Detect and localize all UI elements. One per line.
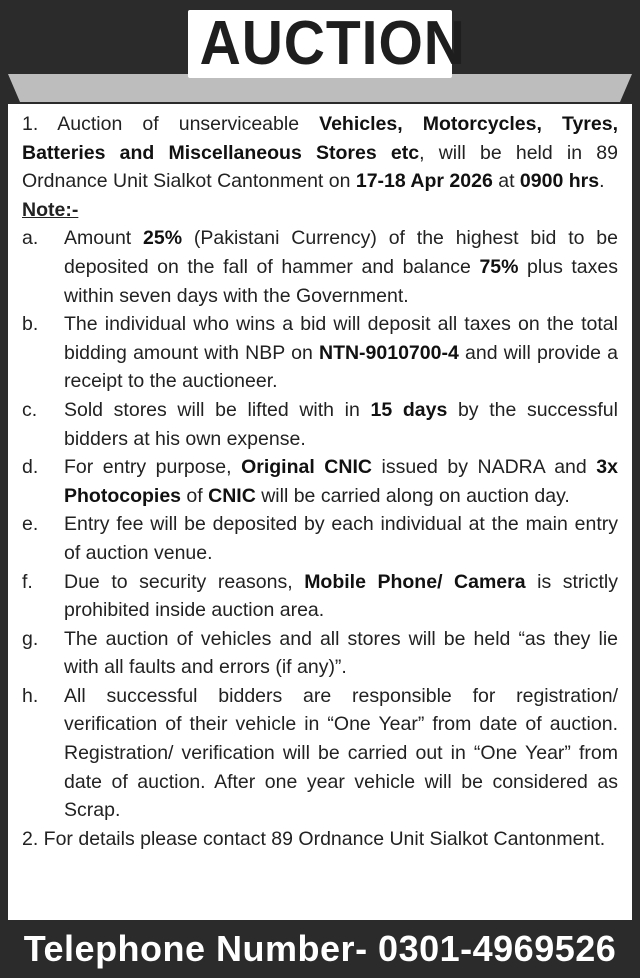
title-box: [188, 9, 466, 78]
closing-paragraph: 2. For details please contact 89 Ordnance Unit Sialkot Cantonment.: [22, 827, 606, 850]
page-title: AUCTION: [199, 9, 466, 78]
intro-paragraph: [22, 110, 618, 196]
note-text: is strictly prohibited inside auction area.: [64, 570, 618, 622]
note-letter: g.: [22, 627, 39, 650]
note-item-a: [22, 224, 618, 310]
note-bold: NTN-9010700-4: [318, 341, 459, 364]
note-item-g: [22, 625, 618, 682]
note-letter: b.: [22, 313, 39, 336]
notice-content: [22, 110, 618, 853]
intro-text-4: .: [599, 170, 605, 193]
note-text: Sold stores will be lifted with in: [64, 398, 371, 421]
note-item-c: [22, 396, 618, 453]
note-text: The individual who wins a bid will deposit all taxes on the total bidding amount with NBP on: [64, 313, 618, 364]
footer: [0, 920, 640, 978]
notes-list: [22, 224, 618, 824]
note-bold: Mobile Phone/ Camera: [304, 570, 526, 593]
note-text: issued by NADRA and: [371, 456, 597, 479]
note-letter: f.: [22, 570, 33, 593]
note-text: Amount: [64, 227, 144, 250]
note-text: For entry purpose,: [64, 456, 242, 479]
note-bold: 15 days: [370, 398, 448, 421]
note-item-d: [22, 453, 618, 510]
header: [0, 0, 640, 104]
note-item-f: [22, 568, 618, 625]
note-letter: c.: [22, 398, 38, 421]
note-text: Entry fee will be deposited by each individual at the main entry of auction venue.: [64, 513, 618, 564]
note-heading: Note:-: [22, 198, 79, 221]
note-text: The auction of vehicles and all stores will be held “as they lie with all faults and errors (if any)”.: [64, 627, 618, 679]
note-text: All successful bidders are responsible for registration/ verification of their vehicle in “One Year” from date of auction. Registration/ verification will be carried out in “One Year” from date of auction. After one year vehicle will be considered as Scrap.: [64, 684, 618, 822]
note-letter: e.: [22, 513, 39, 536]
intro-time: 0900 hrs: [519, 170, 600, 193]
intro-date: 17-18 Apr 2026: [355, 170, 493, 193]
note-text: (Pakistani Currency) of the highest bid to be deposited on the fall of hammer and balance: [64, 227, 618, 278]
intro-text-2: , will be held in 89 Ordnance Unit Sialkot Cantonment on: [22, 141, 619, 193]
note-text: plus taxes within seven days with the Government.: [64, 255, 618, 307]
note-text: of: [181, 484, 209, 507]
note-text: by the successful bidders at his own expense.: [64, 398, 618, 450]
note-item-h: [22, 682, 618, 825]
note-bold: 3x Photocopies: [64, 456, 618, 507]
note-letter: d.: [22, 456, 39, 479]
note-bold: 25%: [143, 227, 183, 250]
telephone-number: Telephone Number- 0301-4969526: [23, 928, 617, 969]
intro-text-1: 1. Auction of unserviceable: [22, 113, 320, 135]
note-letter: a.: [22, 227, 39, 250]
note-text: will be carried along on auction day.: [255, 484, 570, 507]
intro-text-3: at: [492, 170, 520, 193]
note-text: Due to security reasons,: [64, 570, 305, 593]
note-item-e: [22, 510, 618, 567]
note-bold: Original CNIC: [241, 456, 372, 479]
note-bold: 75%: [479, 255, 519, 278]
note-text: and will provide a receipt to the auctioneer.: [64, 341, 618, 393]
note-item-b: [22, 310, 618, 396]
notice-panel: [8, 104, 632, 920]
note-letter: h.: [22, 684, 39, 707]
note-bold: CNIC: [208, 484, 256, 507]
intro-items: Vehicles, Motorcycles, Tyres, Batteries and Miscellaneous Stores etc: [22, 113, 618, 164]
